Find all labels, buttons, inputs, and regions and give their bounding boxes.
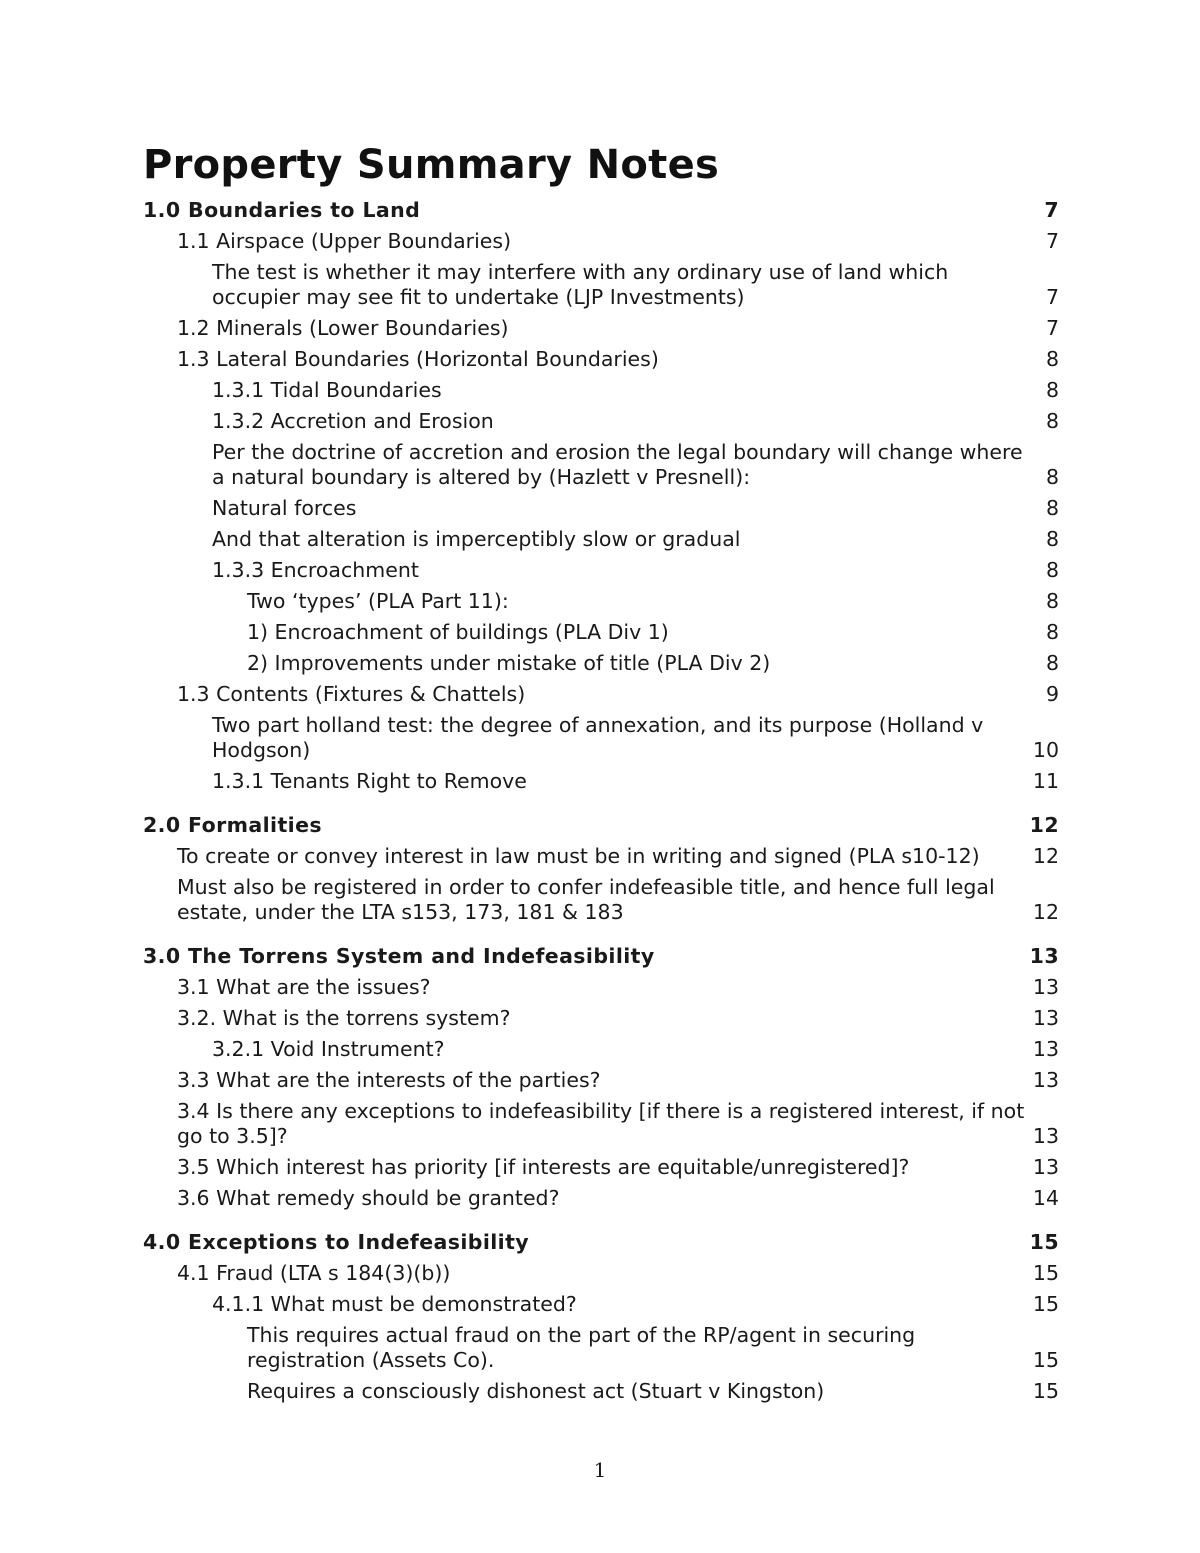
toc-entry-page: 8: [1045, 527, 1059, 551]
toc-entry-text: 4.1.1 What must be demonstrated?: [212, 1292, 577, 1316]
toc-entry[interactable]: [143, 872, 1059, 928]
toc-entry-page: 13: [1032, 1006, 1059, 1030]
toc-entry[interactable]: [143, 1376, 1059, 1407]
toc-entry-text: 1) Encroachment of buildings (PLA Div 1): [247, 620, 669, 644]
toc-entry-page: 15: [1032, 1261, 1059, 1285]
toc-entry-page: 13: [1032, 1037, 1059, 1061]
toc-entry[interactable]: [143, 1152, 1059, 1183]
toc-entry[interactable]: [143, 972, 1059, 1003]
toc-entry[interactable]: [143, 1183, 1059, 1214]
toc-entry-text: 1.3 Lateral Boundaries (Horizontal Boundaries): [177, 347, 659, 371]
toc-entry[interactable]: [143, 524, 1059, 555]
toc-entry-text: 1.2 Minerals (Lower Boundaries): [177, 316, 509, 340]
toc-entry-text: 3.2.1 Void Instrument?: [212, 1037, 445, 1061]
toc-entry-page: 7: [1045, 285, 1059, 309]
toc-entry[interactable]: [143, 1065, 1059, 1096]
toc-entry[interactable]: [143, 493, 1059, 524]
toc-entry[interactable]: [143, 679, 1059, 710]
toc-entry[interactable]: [143, 406, 1059, 437]
toc-entry[interactable]: [143, 1320, 1059, 1376]
toc-entry[interactable]: [143, 1034, 1059, 1065]
toc-entry-text: Requires a consciously dishonest act (Stuart v Kingston): [247, 1379, 825, 1403]
toc-entry-page: 12: [1032, 844, 1059, 868]
toc-entry-page: 8: [1045, 347, 1059, 371]
toc-entry[interactable]: [143, 1227, 1059, 1258]
toc-entry-page: 15: [1032, 1292, 1059, 1316]
toc-entry-text: 1.3 Contents (Fixtures & Chattels): [177, 682, 526, 706]
toc-entry-text: To create or convey interest in law must be in writing and signed (PLA s10-12): [177, 844, 980, 868]
toc-entry[interactable]: [143, 710, 1059, 766]
toc-entry-page: 7: [1045, 316, 1059, 340]
toc-entry-text: 1.3.1 Tenants Right to Remove: [212, 769, 527, 793]
table-of-contents: [143, 195, 1059, 1407]
toc-entry[interactable]: [143, 344, 1059, 375]
toc-entry-page: 11: [1032, 769, 1059, 793]
toc-entry-text: Two part holland test: the degree of annexation, and its purpose (Holland v Hodgson): [212, 713, 984, 762]
toc-entry-page: 13: [1029, 944, 1059, 968]
toc-entry-page: 8: [1045, 620, 1059, 644]
toc-entry-page: 13: [1032, 1155, 1059, 1179]
toc-entry-page: 8: [1045, 409, 1059, 433]
toc-entry-page: 12: [1032, 900, 1059, 924]
toc-entry-text: 3.6 What remedy should be granted?: [177, 1186, 560, 1210]
toc-entry[interactable]: [143, 375, 1059, 406]
toc-entry[interactable]: [143, 313, 1059, 344]
toc-entry[interactable]: [143, 257, 1059, 313]
toc-entry-text: 3.4 Is there any exceptions to indefeasibility [if there is a registered interest, if not go to 3.5]?: [177, 1099, 1025, 1148]
page-title: Property Summary Notes: [143, 142, 720, 188]
toc-entry-page: 15: [1032, 1379, 1059, 1403]
toc-entry-page: 13: [1032, 1068, 1059, 1092]
toc-entry-page: 12: [1029, 813, 1059, 837]
toc-entry-page: 8: [1045, 496, 1059, 520]
toc-entry-text: 2.0 Formalities: [143, 813, 322, 837]
toc-entry-page: 8: [1045, 589, 1059, 613]
toc-entry-text: 1.1 Airspace (Upper Boundaries): [177, 229, 512, 253]
toc-entry-text: 1.3.1 Tidal Boundaries: [212, 378, 442, 402]
toc-entry-text: 4.1 Fraud (LTA s 184(3)(b)): [177, 1261, 451, 1285]
toc-entry[interactable]: [143, 810, 1059, 841]
toc-entry[interactable]: [143, 1096, 1059, 1152]
toc-entry-page: 8: [1045, 465, 1059, 489]
toc-entry[interactable]: [143, 1003, 1059, 1034]
toc-entry-page: 13: [1032, 1124, 1059, 1148]
toc-entry-text: 1.3.3 Encroachment: [212, 558, 419, 582]
toc-entry-text: Must also be registered in order to confer indefeasible title, and hence full legal estate, under the LTA s153, 173, 181 & 183: [177, 875, 995, 924]
toc-entry-text: This requires actual fraud on the part of the RP/agent in securing registration (Assets Co).: [247, 1323, 916, 1372]
toc-entry[interactable]: [143, 1258, 1059, 1289]
toc-entry-text: 2) Improvements under mistake of title (PLA Div 2): [247, 651, 771, 675]
toc-entry[interactable]: [143, 766, 1059, 797]
toc-entry-text: 1.3.2 Accretion and Erosion: [212, 409, 494, 433]
toc-entry-page: 8: [1045, 651, 1059, 675]
toc-entry[interactable]: [143, 586, 1059, 617]
toc-entry-text: Two ‘types’ (PLA Part 11):: [247, 589, 509, 613]
toc-entry-page: 14: [1032, 1186, 1059, 1210]
toc-entry[interactable]: [143, 437, 1059, 493]
toc-entry[interactable]: [143, 941, 1059, 972]
toc-entry-text: 3.2. What is the torrens system?: [177, 1006, 511, 1030]
toc-entry[interactable]: [143, 195, 1059, 226]
toc-entry-page: 15: [1029, 1230, 1059, 1254]
toc-entry[interactable]: [143, 648, 1059, 679]
toc-entry[interactable]: [143, 1289, 1059, 1320]
toc-entry-page: 7: [1045, 229, 1059, 253]
toc-entry-text: Per the doctrine of accretion and erosion the legal boundary will change where a natural boundary is altered by (Hazlett v Presnell):: [212, 440, 1023, 489]
toc-entry-page: 8: [1045, 558, 1059, 582]
toc-entry-text: The test is whether it may interfere with any ordinary use of land which occupier may see fit to undertake (LJP Investments): [212, 260, 949, 309]
toc-entry-text: And that alteration is imperceptibly slow or gradual: [212, 527, 741, 551]
toc-entry-text: 3.1 What are the issues?: [177, 975, 431, 999]
toc-entry-page: 13: [1032, 975, 1059, 999]
toc-entry-page: 15: [1032, 1348, 1059, 1372]
toc-entry-text: 3.5 Which interest has priority [if interests are equitable/unregistered]?: [177, 1155, 910, 1179]
toc-entry-text: 4.0 Exceptions to Indefeasibility: [143, 1230, 530, 1254]
toc-entry-text: 1.0 Boundaries to Land: [143, 198, 421, 222]
toc-entry[interactable]: [143, 617, 1059, 648]
toc-entry[interactable]: [143, 841, 1059, 872]
toc-entry[interactable]: [143, 555, 1059, 586]
toc-entry-text: Natural forces: [212, 496, 357, 520]
toc-entry-page: 10: [1032, 738, 1059, 762]
toc-entry-page: 9: [1045, 682, 1059, 706]
page-number: 1: [593, 1458, 607, 1482]
toc-entry-page: 8: [1045, 378, 1059, 402]
toc-entry-page: 7: [1044, 198, 1059, 222]
toc-entry[interactable]: [143, 226, 1059, 257]
toc-entry-text: 3.0 The Torrens System and Indefeasibility: [143, 944, 655, 968]
toc-entry-text: 3.3 What are the interests of the parties?: [177, 1068, 601, 1092]
